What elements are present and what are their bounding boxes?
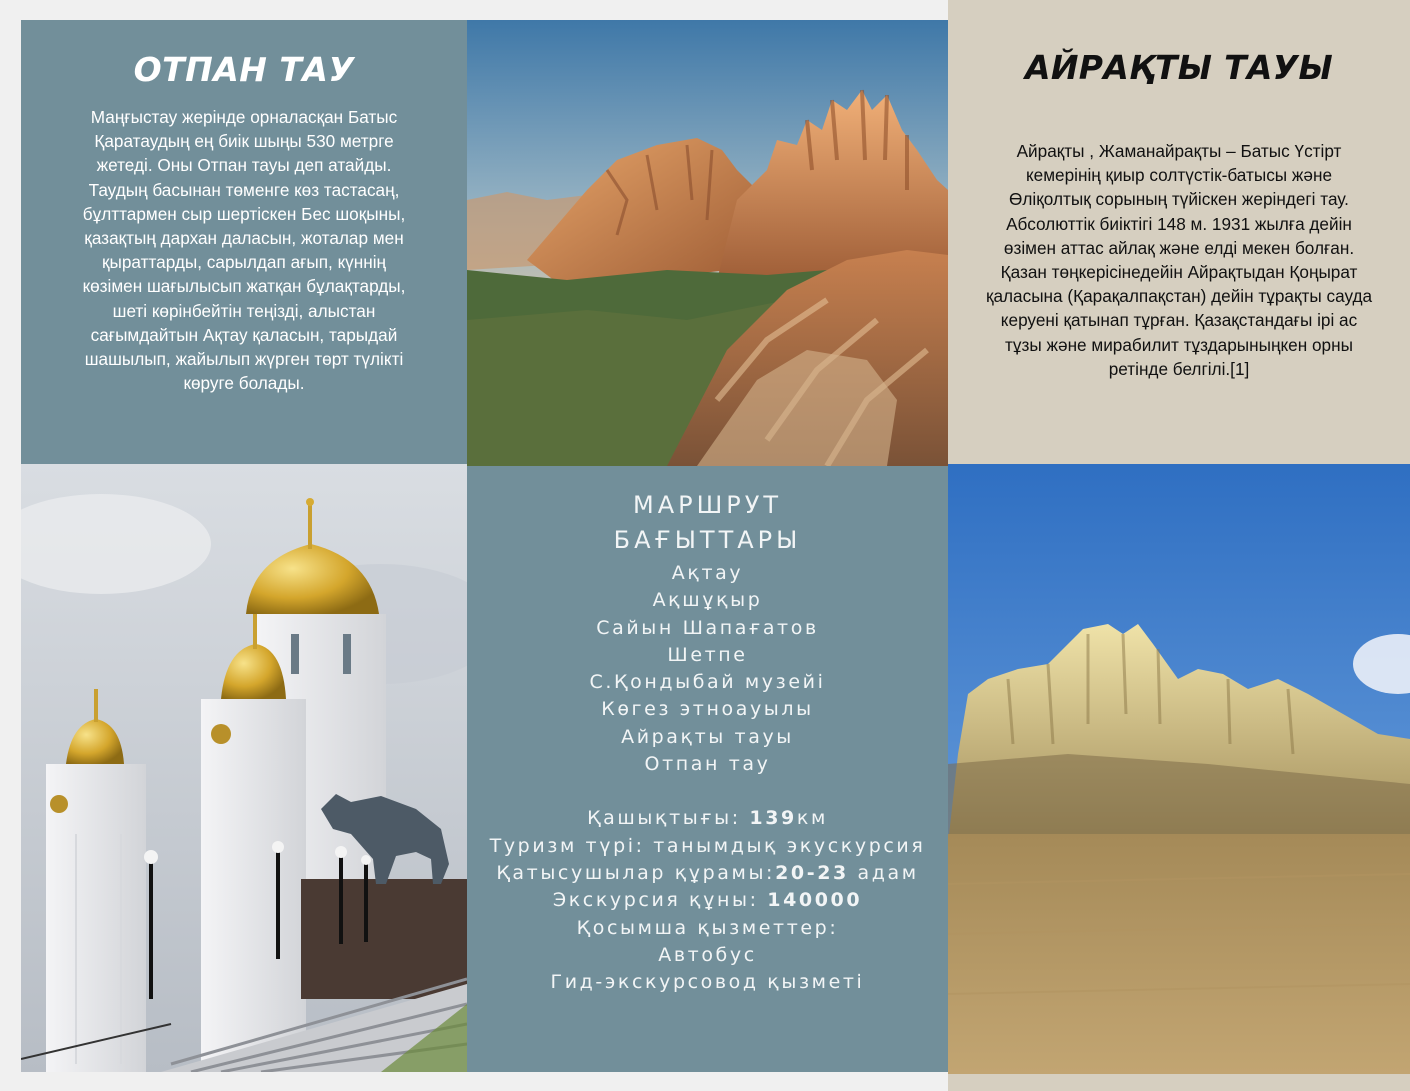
route-stop: Ақтау bbox=[671, 562, 744, 584]
distance-unit: км bbox=[796, 807, 828, 830]
route-details bbox=[467, 805, 948, 996]
route-title-line-1: МАРШРУТ bbox=[632, 491, 783, 519]
cost-line bbox=[467, 887, 948, 914]
participants-line bbox=[467, 860, 948, 887]
route-title bbox=[467, 488, 948, 558]
airakty-info-panel bbox=[948, 0, 1410, 464]
mountain-sunset-photo bbox=[467, 20, 948, 466]
route-stop: Шетпе bbox=[667, 643, 748, 666]
otpan-title: ОТПАН ТАУ bbox=[133, 50, 355, 89]
monument-tower-wolf-photo bbox=[21, 464, 467, 1072]
service-bus: Автобус bbox=[658, 943, 757, 966]
distance-value: 139 bbox=[749, 807, 797, 830]
airakty-title: АЙРАҚТЫ ТАУЫ bbox=[1025, 48, 1333, 87]
route-stop: Көгез этноауылы bbox=[601, 698, 814, 721]
cost-value: 140000 bbox=[767, 889, 863, 912]
route-stop: Отпан тау bbox=[644, 753, 771, 776]
otpan-info-panel bbox=[21, 20, 467, 464]
service-guide: Гид-экскурсовод қызметі bbox=[550, 971, 865, 994]
route-stop: С.Қондыбай музейі bbox=[589, 671, 826, 694]
cost-label: Экскурсия құны: bbox=[552, 889, 759, 912]
route-panel bbox=[467, 466, 948, 1072]
route-stop: Ақшұқыр bbox=[652, 589, 763, 612]
participants-value: 20-23 bbox=[775, 861, 849, 884]
route-stop: Сайын Шапағатов bbox=[596, 616, 819, 639]
distance-label: Қашықтығы: bbox=[587, 807, 741, 830]
tourism-type: Туризм түрі: танымдық экускурсия bbox=[489, 834, 926, 857]
bottom-strip bbox=[948, 1074, 1410, 1091]
route-title-line-2: БАҒЫТТАРЫ bbox=[613, 526, 802, 554]
otpan-description: Маңғыстау жерінде орналасқан Батыс Қаратаудың ең биік шыңы 530 метрге жетеді. Оны Отпан тауы деп атайды. Таудың басынан төменге көз тастасаң, бұлттармен сыр шертіскен Бес шоқыны, қазақтың дархан даласын, жоталар мен қыраттарды, сарылдап ағып, күннің көзімен шағылысып жатқан бұлақтарды, шеті көрінбейтін теңізді, алыстан сағымдайтын Ақтау қаласын, тарыдай шашылып, жайылып жүрген төрт түлікті көруге болады. bbox=[82, 107, 406, 394]
participants-unit: адам bbox=[857, 861, 919, 884]
distance-line bbox=[467, 805, 948, 832]
route-stops-list bbox=[467, 560, 948, 778]
services-label: Қосымша қызметтер: bbox=[576, 916, 839, 939]
rock-formation-steppe-photo bbox=[948, 464, 1410, 1074]
route-stop: Айрақты тауы bbox=[621, 725, 794, 748]
participants-label: Қатысушылар құрамы: bbox=[496, 861, 776, 884]
airakty-description: Айрақты , Жаманайрақты – Батыс Үстірт кемерінің қиыр солтүстік-батысы және Өліқолтық сорының түйіскен жеріндегі тау. Абсолюттік биіктігі 148 м. 1931 жылға дейін өзімен аттас айлақ және елді мекен болған. Қазан төңкерісінедейін Айрақтыдан Қоңырат қаласына (Қарақалпақстан) дейін тұрақты сауда керуені қатынап тұрған. Қазақстандағы ірі ас тұзы және мирабилит тұздарыныңкен орны ретінде белгілі.[1] bbox=[985, 141, 1373, 379]
